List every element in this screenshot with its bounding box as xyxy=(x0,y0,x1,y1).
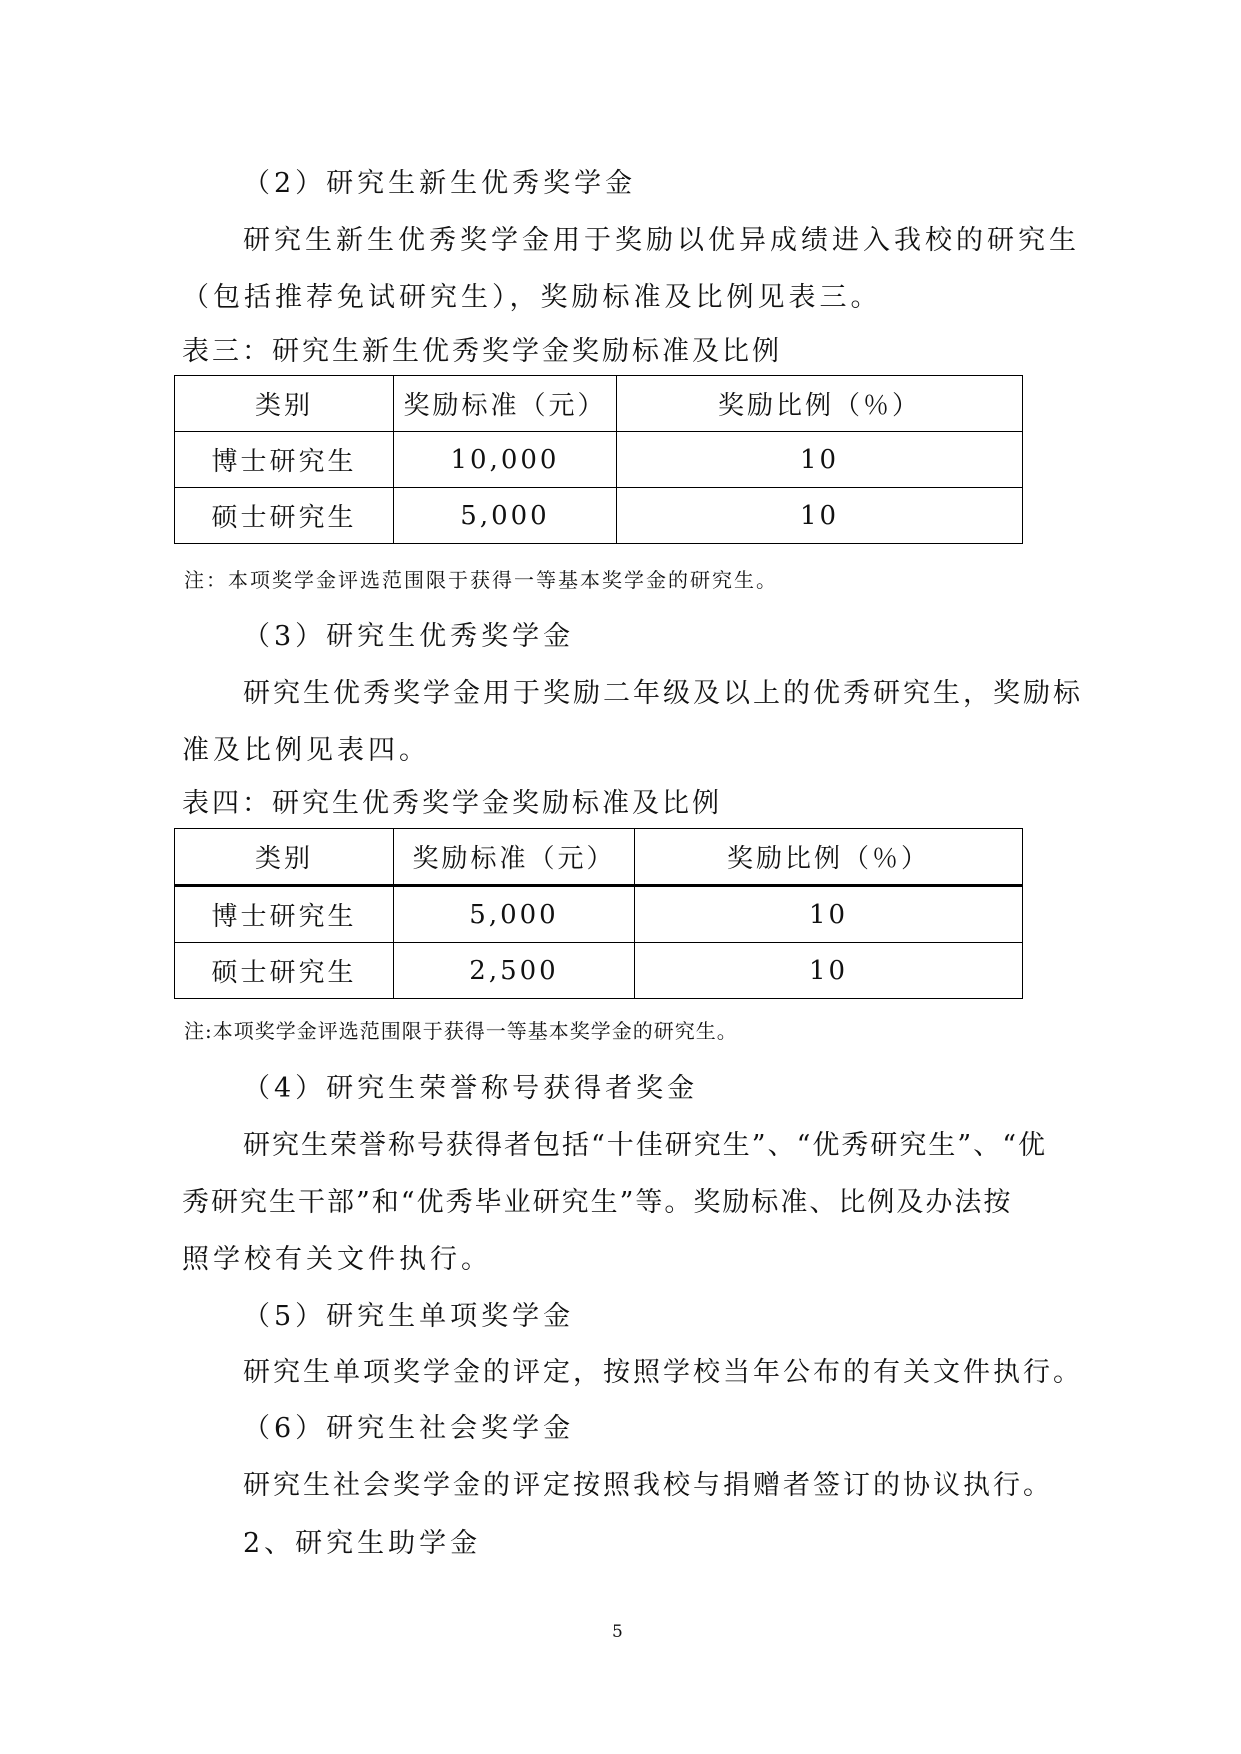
section-2-paragraph-line: 研究生新生优秀奖学金用于奖励以优异成绩进入我校的研究生 xyxy=(243,225,1080,256)
next-section-heading: 2、研究生助学金 xyxy=(243,1528,482,1559)
section-5-heading: （5）研究生单项奖学金 xyxy=(243,1301,575,1332)
table-header-cell: 奖励比例（％） xyxy=(617,376,1023,432)
table-header-cell: 奖励标准（元） xyxy=(394,829,635,886)
table3-note: 注：本项奖学金评选范围限于获得一等基本奖学金的研究生。 xyxy=(184,568,778,592)
table3-header-row xyxy=(175,376,1023,432)
section-6-paragraph-line: 研究生社会奖学金的评定按照我校与捐赠者签订的协议执行。 xyxy=(243,1470,1053,1501)
section-2-heading: （2）研究生新生优秀奖学金 xyxy=(243,168,637,199)
table-cell: 博士研究生 xyxy=(175,432,394,488)
page-number: 5 xyxy=(612,1622,623,1642)
table-cell: 10 xyxy=(617,432,1023,488)
table4-header-row xyxy=(175,829,1023,886)
table4 xyxy=(174,828,1023,999)
table-cell: 10,000 xyxy=(394,432,617,488)
table-header-cell: 奖励标准（元） xyxy=(394,376,617,432)
section-4-paragraph-line: 研究生荣誉称号获得者包括“十佳研究生”、“优秀研究生”、“优 xyxy=(243,1130,1048,1161)
table-row xyxy=(175,488,1023,544)
table4-caption: 表四：研究生优秀奖学金奖励标准及比例 xyxy=(182,788,722,819)
table-cell: 2,500 xyxy=(394,943,635,999)
section-5-paragraph-line: 研究生单项奖学金的评定，按照学校当年公布的有关文件执行。 xyxy=(243,1357,1083,1388)
table-row xyxy=(175,886,1023,943)
table-header-cell: 类别 xyxy=(175,376,394,432)
section-2-paragraph-line: （包括推荐免试研究生），奖励标准及比例见表三。 xyxy=(182,282,882,313)
table-cell: 博士研究生 xyxy=(175,886,394,943)
section-4-paragraph-line: 秀研究生干部”和“优秀毕业研究生”等。奖励标准、比例及办法按 xyxy=(182,1187,1013,1218)
table-header-cell: 奖励比例（％） xyxy=(635,829,1023,886)
section-4-paragraph-line: 照学校有关文件执行。 xyxy=(182,1244,492,1275)
table3 xyxy=(174,375,1023,544)
table-row xyxy=(175,432,1023,488)
section-4-heading: （4）研究生荣誉称号获得者奖金 xyxy=(243,1073,699,1104)
table-cell: 硕士研究生 xyxy=(175,488,394,544)
section-6-heading: （6）研究生社会奖学金 xyxy=(243,1413,575,1444)
table-cell: 10 xyxy=(635,886,1023,943)
table-cell: 硕士研究生 xyxy=(175,943,394,999)
section-3-paragraph-line: 准及比例见表四。 xyxy=(182,735,430,766)
section-3-heading: （3）研究生优秀奖学金 xyxy=(243,621,575,652)
section-3-paragraph-line: 研究生优秀奖学金用于奖励二年级及以上的优秀研究生，奖励标 xyxy=(243,678,1083,709)
table-cell: 10 xyxy=(617,488,1023,544)
table4-note: 注:本项奖学金评选范围限于获得一等基本奖学金的研究生。 xyxy=(184,1019,738,1043)
table-cell: 10 xyxy=(635,943,1023,999)
table3-caption: 表三：研究生新生优秀奖学金奖励标准及比例 xyxy=(182,336,782,367)
table-cell: 5,000 xyxy=(394,488,617,544)
table-row xyxy=(175,943,1023,999)
table-cell: 5,000 xyxy=(394,886,635,943)
table-header-cell: 类别 xyxy=(175,829,394,886)
